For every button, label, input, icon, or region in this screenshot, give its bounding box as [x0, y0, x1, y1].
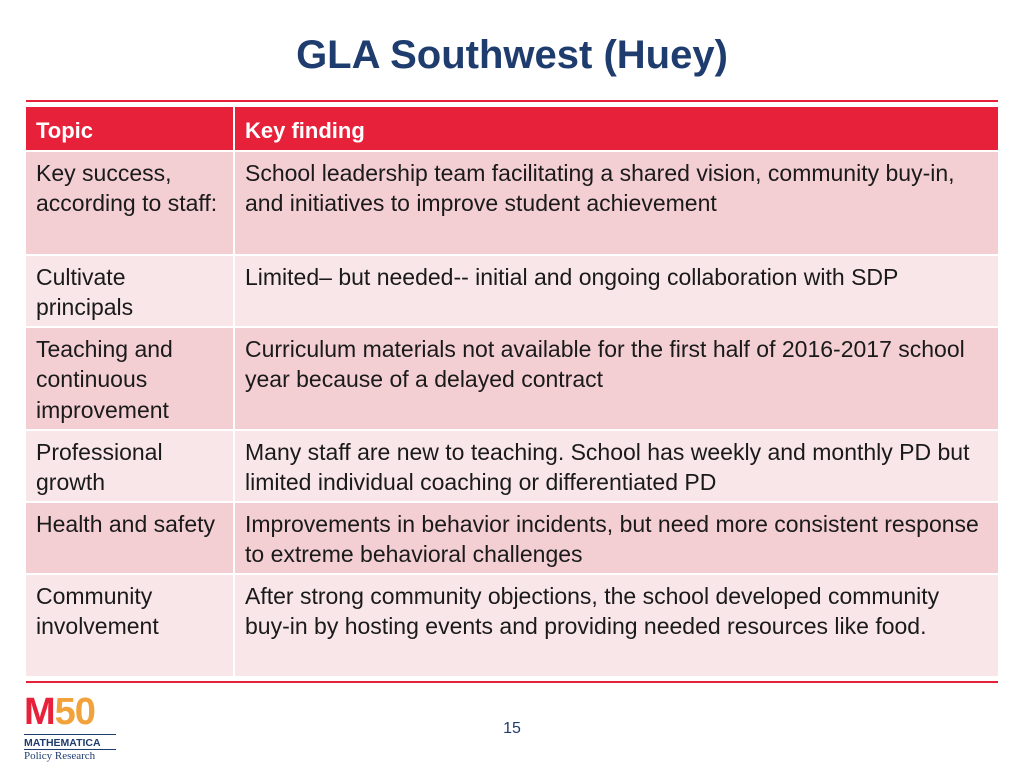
slide-title: GLA Southwest (Huey)	[296, 33, 728, 77]
topic-cell: Key success, according to staff:	[26, 151, 234, 255]
logo-company-name: MATHEMATICA	[24, 734, 116, 749]
table-row	[26, 327, 998, 430]
logo-mark-50: 50	[54, 691, 95, 733]
finding-cell: Improvements in behavior incidents, but need more consistent response to extreme behavioral challenges	[234, 502, 998, 574]
topic-cell: Cultivate principals	[26, 255, 234, 327]
finding-cell: After strong community objections, the school developed community buy-in by hosting events and providing needed resources like food.	[234, 574, 998, 677]
header-key-finding: Key finding	[234, 106, 998, 151]
finding-cell: Many staff are new to teaching. School has weekly and monthly PD but limited individual coaching or differentiated PD	[234, 430, 998, 502]
table-row	[26, 151, 998, 255]
finding-cell: School leadership team facilitating a shared vision, community buy-in, and initiatives to improve student achievement	[234, 151, 998, 255]
table-row	[26, 430, 998, 502]
topic-cell: Community involvement	[26, 574, 234, 677]
table-row	[26, 574, 998, 677]
top-rule	[26, 100, 998, 102]
logo-mark-m: M	[24, 691, 55, 733]
topic-cell: Teaching and continuous improvement	[26, 327, 234, 430]
table-header-row	[26, 106, 998, 151]
topic-cell: Health and safety	[26, 502, 234, 574]
header-topic: Topic	[26, 106, 234, 151]
logo-company-tagline: Policy Research	[24, 749, 116, 762]
topic-cell: Professional growth	[26, 430, 234, 502]
findings-table	[26, 105, 998, 678]
finding-cell: Curriculum materials not available for the first half of 2016-2017 school year because of a delayed contract	[234, 327, 998, 430]
findings-table-container	[26, 100, 998, 683]
table-row	[26, 255, 998, 327]
table-row	[26, 502, 998, 574]
finding-cell: Limited– but needed-- initial and ongoing collaboration with SDP	[234, 255, 998, 327]
page-number: 15	[503, 720, 521, 737]
bottom-rule	[26, 681, 998, 683]
